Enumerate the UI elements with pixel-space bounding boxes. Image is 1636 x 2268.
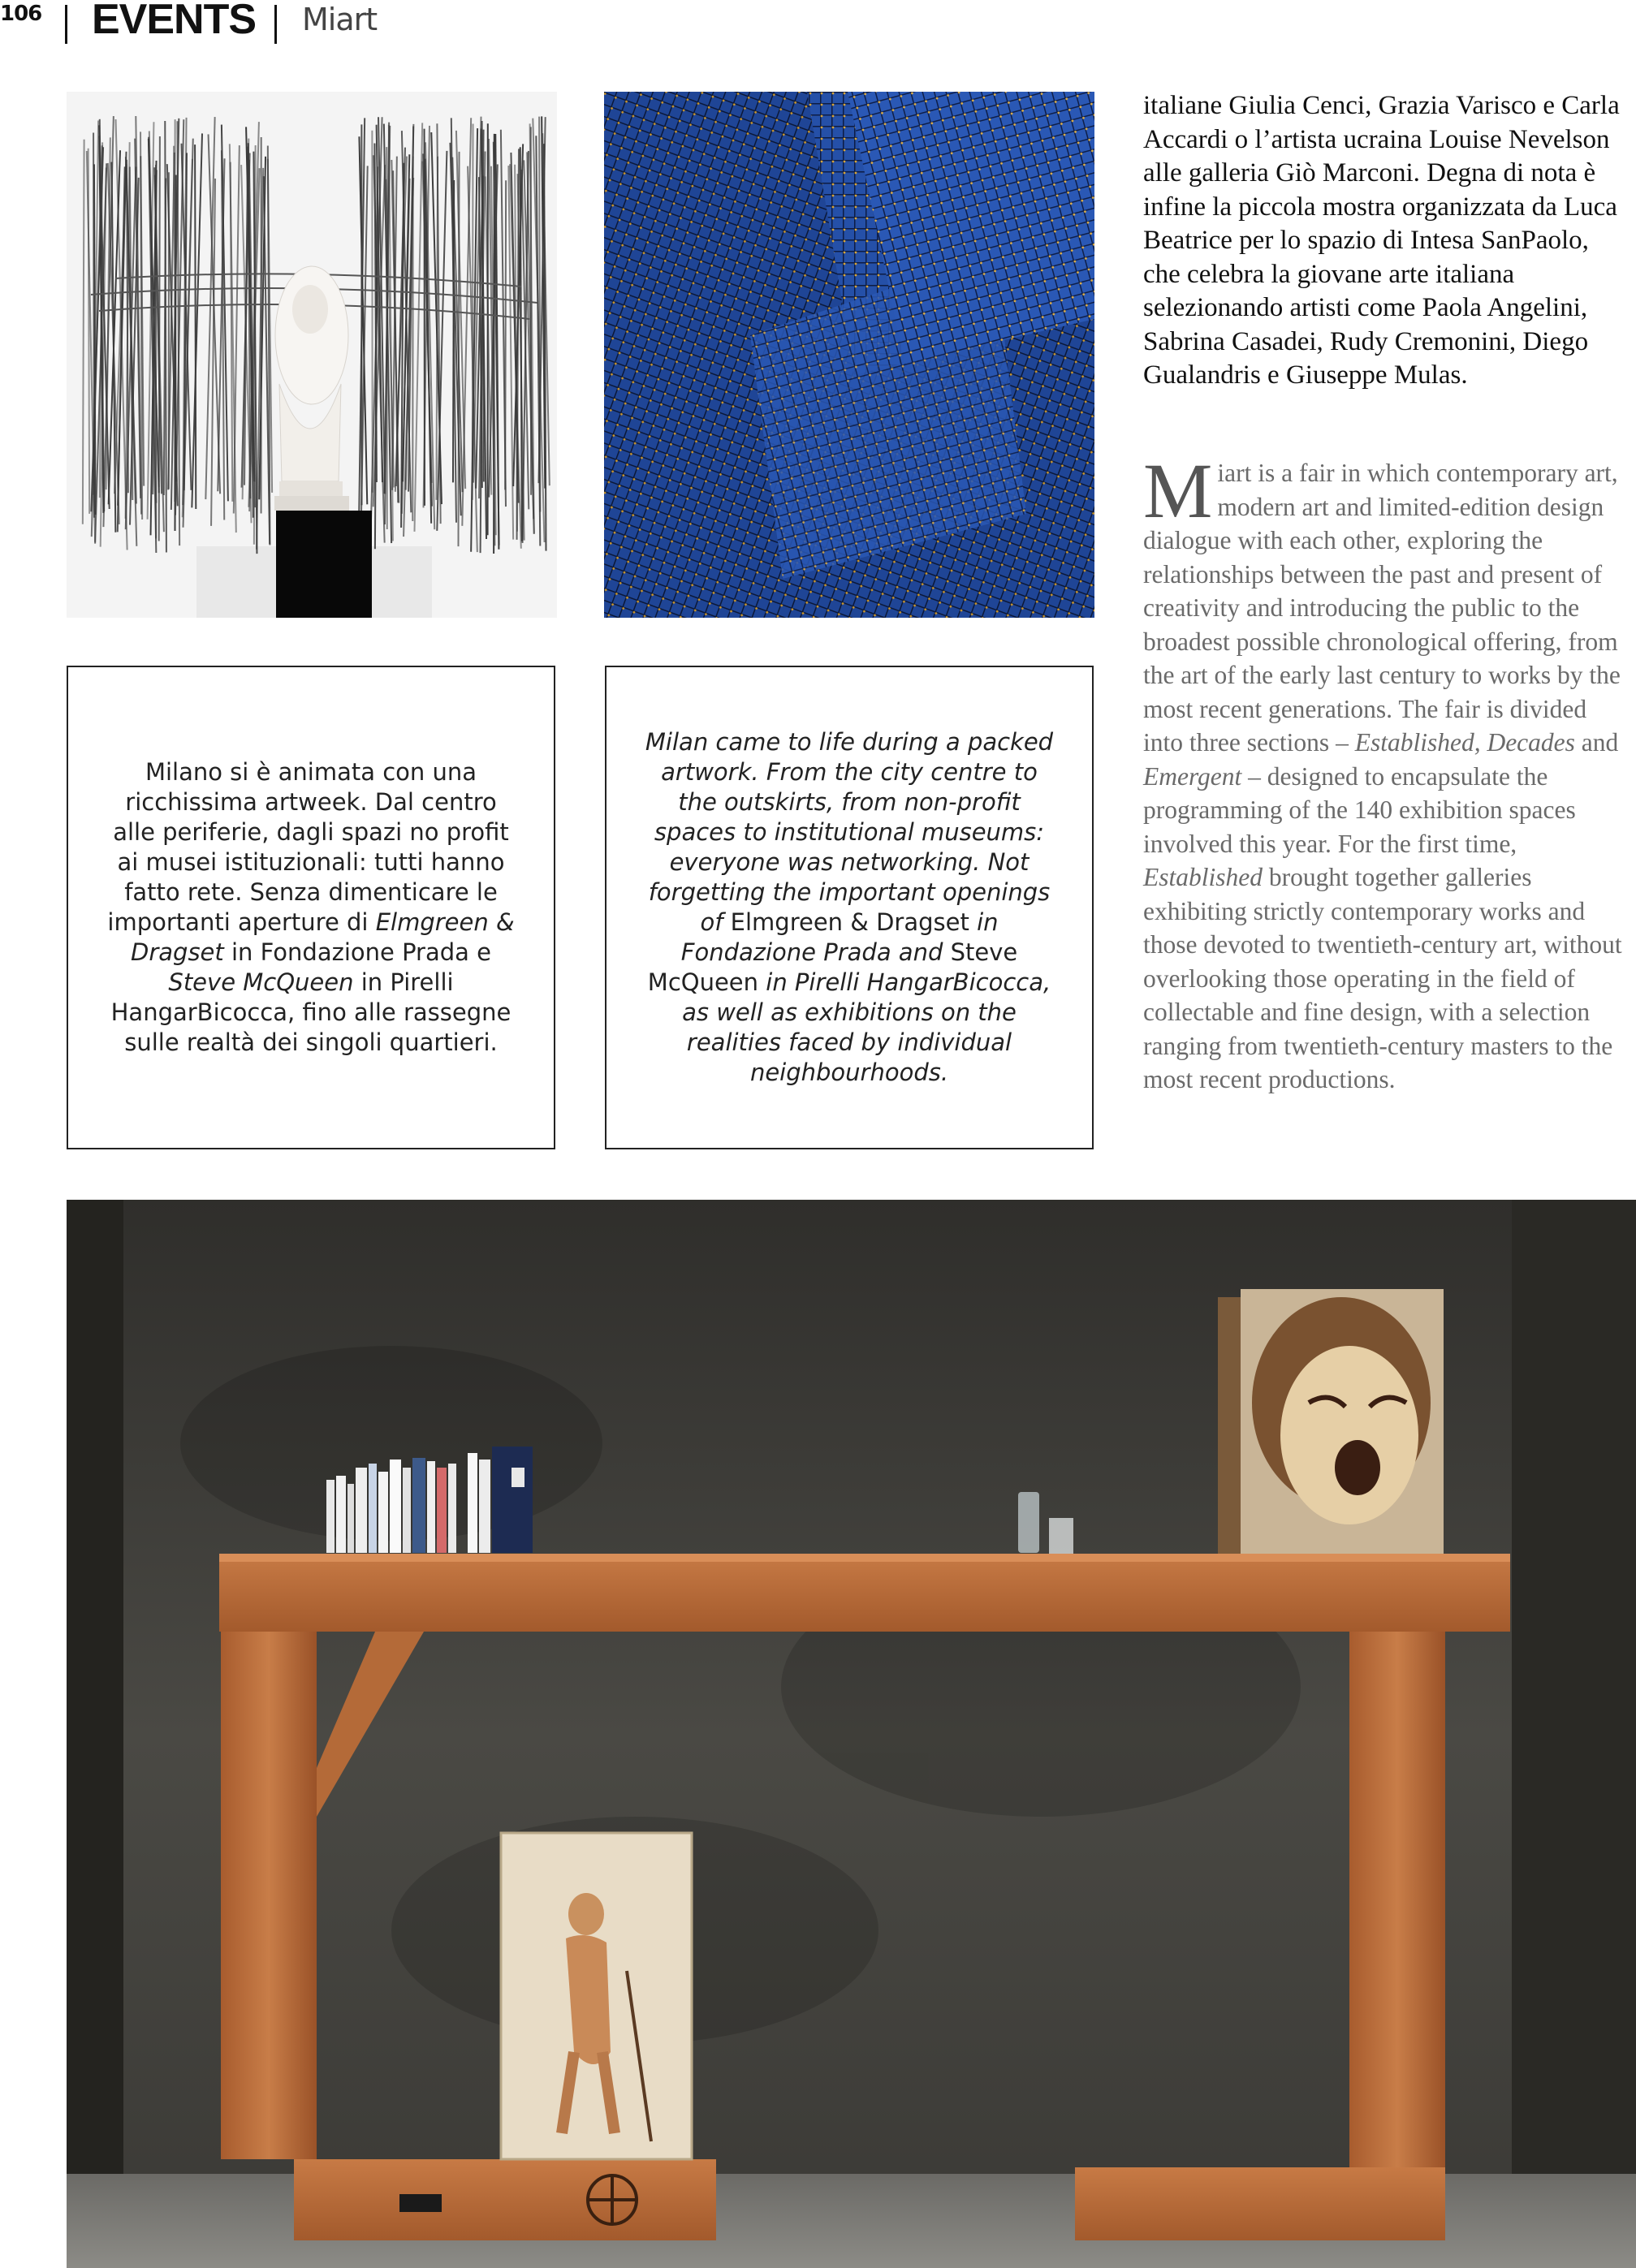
section-title: EVENTS (92, 0, 257, 43)
blue-grid-painting-image (604, 92, 1094, 618)
caption-artist-name: Elmgreen & Dragset (730, 908, 969, 936)
drop-cap: M (1143, 447, 1213, 534)
sculpture-image (67, 92, 557, 618)
artwork-photo-sculpture (67, 92, 557, 618)
table-leg-left (221, 1632, 317, 2159)
section-name: Emergent (1143, 761, 1242, 791)
fresco-block (501, 1833, 692, 2159)
header-divider (274, 5, 277, 44)
english-text-segment: – designed to encapsulate the programming of the 140 exhibition spaces involved this year. For the first time, (1143, 761, 1576, 858)
caption-artist-name: Steve McQueen (647, 938, 1018, 996)
english-text-segment: brought together galleries exhibiting strictly contemporary works and those devoted to twentieth-century art, without overlooking those operating in the field of collectable and fine design, with a selection ranging from twentieth-century masters to the most recent productions. (1143, 863, 1622, 1093)
caption-text-segment: Milan came to life during a packed artwork. From the city centre to the outskirts, from non-profit spaces to institutional museums: everyone was networking. Not forgetting the important openings of (645, 728, 1054, 936)
table-top (219, 1554, 1510, 1632)
caption-text-segment: Milano si è animata con una ricchissima artweek. Dal centro alle periferie, dagli spazi no profit ai musei istituzionali: tutti hanno fatto rete. Senza dimenticare le importanti aperture di (107, 758, 509, 936)
caption-text-segment: in Pirelli HangarBicocca, fino alle rassegne sulle realtà dei singoli quartieri. (110, 968, 512, 1056)
wooden-table-image (67, 1200, 1636, 2268)
table-leg-right (1349, 1632, 1445, 2167)
section-name: Established (1143, 863, 1263, 891)
caption-english-text (639, 727, 1060, 1088)
italian-body-text (1143, 89, 1630, 393)
header-divider (65, 5, 67, 44)
english-text-segment: iart is a fair in which contemporary art, modern art and limited-edition design dialogue with each other, exploring the relationships between the past and present of creativity and introducing the public to the broadest possible chronological offering, from the art of the early last century to works by the most recent generations. The fair is divided into three sections – (1143, 459, 1621, 757)
caption-text-segment: in Fondazione Prada and (680, 908, 999, 966)
english-text-segment: and (1574, 728, 1619, 757)
artwork-photo-painting (604, 92, 1094, 618)
caption-italian-text (101, 757, 521, 1058)
caption-text-segment: in Pirelli HangarBicocca, as well as exhibitions on the realities faced by individual neighbourhoods. (682, 968, 1051, 1086)
base-beam-left (294, 2159, 716, 2240)
base-beam-right (1075, 2167, 1445, 2240)
caption-text-segment: in Fondazione Prada e (223, 938, 491, 966)
caption-artist-name: Steve McQueen (168, 968, 354, 996)
english-body-text (1143, 447, 1630, 1097)
caption-artist-name: Elmgreen & Dragset (131, 908, 515, 966)
section-subtitle: Miart (302, 2, 378, 37)
page-number: 106 (0, 2, 42, 26)
mosaic-mask-block (1218, 1289, 1444, 1554)
installation-photo (67, 1200, 1636, 2268)
caption-italian (67, 666, 555, 1149)
section-name: Established, Decades (1354, 728, 1575, 757)
english-paragraph (1143, 447, 1630, 1097)
italian-paragraph: italiane Giulia Cenci, Grazia Varisco e Carla Accardi o l’artista ucraina Louise Nevelson alle galleria Giò Marconi. Degna di nota è infine la piccola mostra organizzata da Luca Beatrice per lo spazio di Intesa SanPaolo, che celebra la giovane arte italiana selezionando artisti come Paola Angelini, Sabrina Casadei, Rudy Cremonini, Diego Gualandris e Giuseppe Mulas. (1143, 91, 1620, 390)
caption-english (605, 666, 1094, 1149)
